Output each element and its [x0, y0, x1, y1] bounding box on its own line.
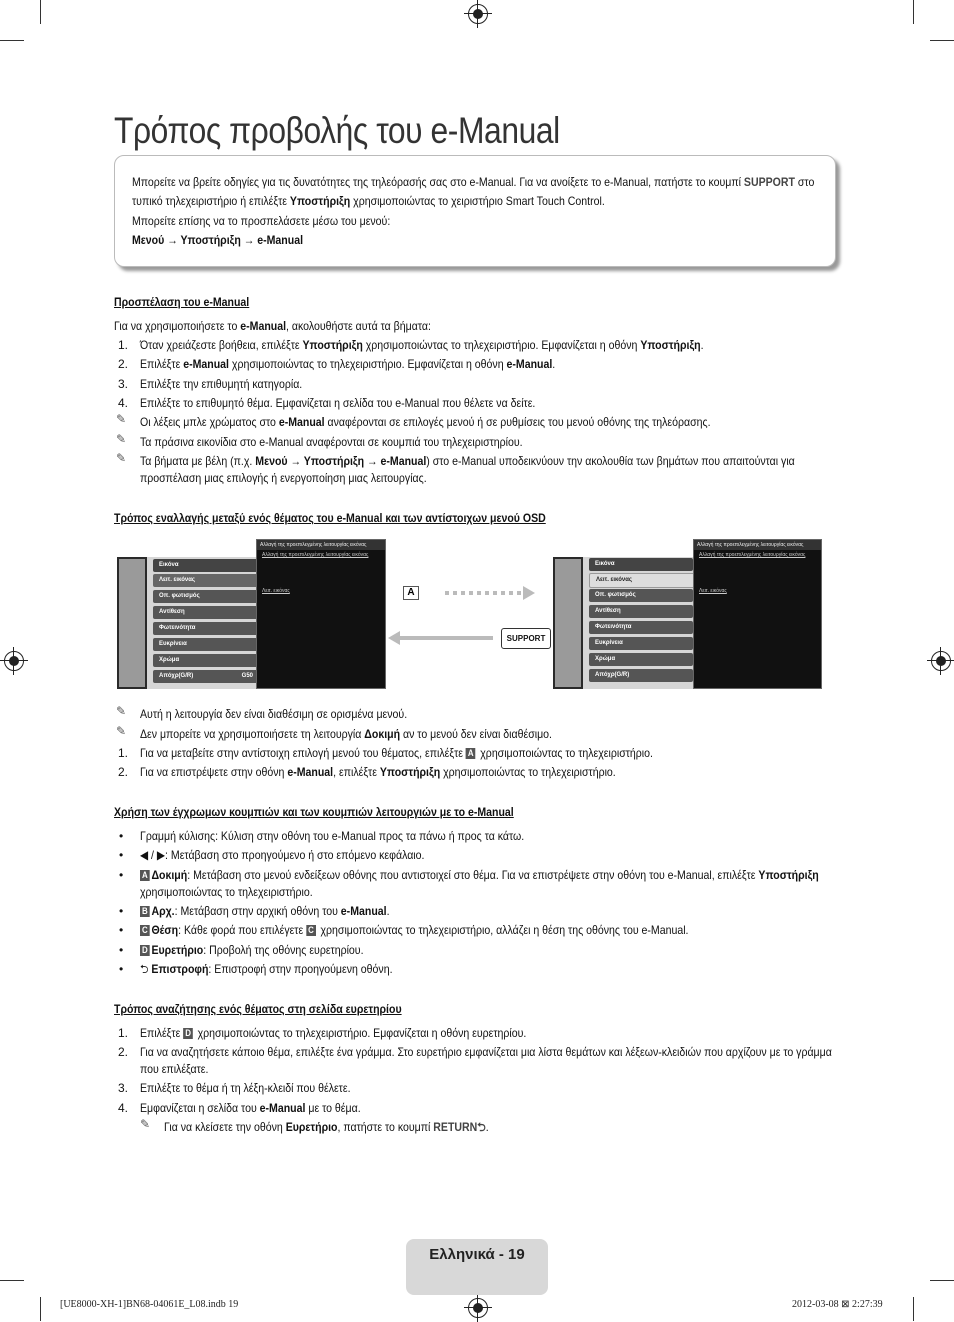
step-text-continued: που επιλέξατε. — [140, 1062, 209, 1076]
key-c-icon: C — [308, 925, 314, 936]
crop-mark — [930, 40, 954, 41]
intro-menu-path: Μενού → Υποστήριξη → e-Manual — [132, 233, 304, 247]
menu-item[interactable]: Χρώμα — [153, 654, 259, 667]
crop-mark — [913, 1297, 914, 1321]
step-text: Επιλέξτε D χρησιμοποιώντας το τηλεχειριστήριο. Εμφανίζεται η οθόνη ευρετηρίου. — [140, 1026, 527, 1040]
step-text: Για να μεταβείτε στην αντίστοιχη επιλογή μενού του θέματος, επιλέξτε A χρησιμοποιώντας το τηλεχειριστήριο. — [140, 746, 653, 760]
note-text: Τα βήματα με βέλη (π.χ. Μενού → Υποστήριξη → e-Manual) στο e-Manual υποδεικνύουν την ακολουθία των βημάτων που απαιτούνται για — [140, 454, 795, 468]
print-file-info: [UE8000-XH-1]BN68-04061E_L08.indb 19 — [60, 1299, 239, 1310]
intro-line-2: τυπικό τηλεχειριστήριο ή επιλέξτε Υποστήριξη χρησιμοποιώντας το χειριστήριο Smart Touch Control. — [132, 194, 605, 208]
intro-line-3: Μπορείτε επίσης να το προσπελάσετε μέσω του μενού: — [132, 214, 391, 228]
step-text: Όταν χρειάζεστε βοήθεια, επιλέξτε Υποστήριξη χρησιμοποιώντας το τηλεχειριστήριο. Εμφανίζεται η οθόνη Υποστήριξη. — [140, 338, 704, 352]
menu-item[interactable]: Οπ. φωτισμός — [589, 589, 693, 602]
menu-item[interactable]: Λειτ. εικόνας — [153, 574, 259, 587]
bullet-text: A Δοκιμή: Μετάβαση στο μενού ενδείξεων οθόνης που αντιστοιχεί στο θέμα. Για να επιστρέψετε στην οθόνη του e-Manual, επιλέξτε Υποστήριξη — [141, 868, 819, 882]
bullet: • — [119, 943, 124, 957]
bullet: • — [119, 868, 124, 882]
emanual-osd-panel — [256, 539, 386, 689]
arrow-right-icon — [445, 586, 535, 600]
note-pencil-icon: ✎ — [116, 432, 127, 446]
step-number: 2. — [118, 1045, 129, 1059]
menu-icon-column — [119, 559, 145, 687]
crop-mark — [0, 40, 24, 41]
key-b-icon: B — [141, 906, 148, 917]
support-button[interactable]: SUPPORT — [501, 628, 551, 649]
crop-mark — [930, 1280, 954, 1281]
print-date-info: 2012-03-08 ⊠ 2:27:39 — [792, 1299, 883, 1310]
key-c-icon: C — [141, 925, 148, 936]
section-heading: Τρόπος εναλλαγής μεταξύ ενός θέματος του e-Manual και των αντίστοιχων μενού OSD — [114, 511, 546, 525]
key-d-icon: D — [185, 1028, 191, 1039]
tv-screenshot-menu — [553, 557, 698, 689]
menu-icon-column — [555, 559, 581, 687]
picture-menu — [583, 557, 698, 689]
bullet: • — [119, 962, 124, 976]
bullet: • — [119, 923, 124, 937]
bullet-text: C Θέση: Κάθε φορά που επιλέγετε C χρησιμοποιώντας το τηλεχειριστήριο, αλλάζει η θέση της οθόνης του e-Manual. — [141, 923, 689, 937]
picture-menu — [147, 557, 265, 689]
bullet-text: ⮌ Επιστροφή: Επιστροφή στην προηγούμενη οθόνη. — [140, 962, 393, 976]
step-number: 1. — [118, 338, 129, 352]
note-text: Τα πράσινα εικονίδια στο e-Manual αναφέρονται σε κουμπιά του τηλεχειριστηρίου. — [140, 435, 523, 449]
menu-item[interactable]: Απόχρ(G/R) G50 — [153, 670, 259, 683]
note-pencil-icon: ✎ — [116, 724, 127, 738]
key-a-icon: A — [141, 870, 148, 881]
step-number: 3. — [118, 1081, 129, 1095]
bullet: • — [119, 829, 124, 843]
page-title: Τρόπος προβολής του e-Manual — [114, 110, 560, 151]
menu-item[interactable]: Εικόνα — [589, 558, 693, 571]
return-icon: ⮌ — [140, 962, 149, 976]
menu-item[interactable]: Οπ. φωτισμός — [153, 590, 259, 603]
section-heading: Προσπέλαση του e-Manual — [114, 295, 250, 309]
note-text-continued: προσπέλαση μιας επιλογής ή ενεργοποίηση μιας λειτουργίας. — [140, 471, 427, 485]
osd-title: Αλλαγή της προεπιλεγμένης λειτουργίας εικόνας — [694, 540, 821, 550]
step-text: Επιλέξτε την επιθυμητή κατηγορία. — [140, 377, 303, 391]
menu-item[interactable]: Φωτεινότητα — [589, 621, 693, 634]
note-pencil-icon: ✎ — [116, 451, 127, 465]
step-number: 1. — [118, 746, 129, 760]
section-heading: Τρόπος αναζήτησης ενός θέματος στη σελίδα ευρετηρίου — [114, 1002, 402, 1016]
section-lead: Για να χρησιμοποιήσετε το e-Manual, ακολουθήστε αυτά τα βήματα: — [114, 319, 431, 333]
note-text: Οι λέξεις μπλε χρώματος στο e-Manual αναφέρονται σε επιλογές μενού ή σε ρυθμίσεις του μενού οθόνης της τηλεόρασης. — [140, 415, 711, 429]
note-pencil-icon: ✎ — [140, 1117, 151, 1131]
crop-mark — [913, 0, 914, 24]
note-text: Δεν μπορείτε να χρησιμοποιήσετε τη λειτουργία Δοκιμή αν το μενού δεν είναι διαθέσιμο. — [140, 727, 552, 741]
registration-mark-icon — [468, 4, 488, 24]
bullet-text: D Ευρετήριο: Προβολή της οθόνης ευρετηρίου. — [141, 943, 364, 957]
menu-item[interactable]: Χρώμα — [589, 653, 693, 666]
bullet-text: B Αρχ.: Μετάβαση στην αρχική οθόνη του e-Manual. — [141, 904, 390, 918]
key-d-icon: D — [141, 945, 148, 956]
menu-item[interactable]: Απόχρ(G/R) — [589, 669, 693, 682]
bullet: • — [119, 904, 124, 918]
step-text: Εμφανίζεται η σελίδα του e-Manual με το θέμα. — [140, 1101, 361, 1115]
bullet-text-continued: χρησιμοποιώντας το τηλεχειριστήριο. — [140, 885, 313, 899]
tv-screenshot-menu — [117, 557, 265, 689]
osd-subtitle: Λειτ. εικόνας — [699, 588, 727, 594]
crop-mark — [0, 1280, 24, 1281]
step-number: 4. — [118, 1101, 129, 1115]
step-number: 1. — [118, 1026, 129, 1040]
step-number: 3. — [118, 377, 129, 391]
bullet-text: Γραμμή κύλισης: Κύλιση στην οθόνη του e-Manual προς τα πάνω ή προς τα κάτω. — [140, 829, 525, 843]
step-number: 2. — [118, 765, 129, 779]
crop-mark — [40, 1297, 41, 1321]
menu-item[interactable]: Ευκρίνεια — [589, 637, 693, 650]
emanual-osd-panel — [693, 539, 822, 689]
note-text: Αυτή η λειτουργία δεν είναι διαθέσιμη σε ορισμένα μενού. — [140, 707, 408, 721]
intro-box — [114, 155, 836, 267]
osd-link[interactable]: Αλλαγή της προεπιλεγμένης λειτουργίας εικόνας — [262, 552, 369, 558]
intro-line-1: Μπορείτε να βρείτε οδηγίες για τις δυνατότητες της τηλεόρασής σας στο e-Manual. Για να ανοίξετε το e-Manual, πατήστε το κουμπί SUPPORT στο — [132, 175, 815, 189]
step-number: 4. — [118, 396, 129, 410]
key-a-icon: A — [403, 586, 419, 600]
menu-value: G50 — [241, 673, 253, 679]
section-heading: Χρήση των έγχρωμων κουμπιών και των κουμπιών λειτουργιών με το e-Manual — [114, 805, 514, 819]
key-a-icon: A — [467, 748, 474, 759]
page-number-tab — [406, 1239, 548, 1295]
menu-item[interactable]: Εικόνα — [153, 559, 259, 572]
registration-mark-icon — [4, 651, 24, 671]
step-text: Για να επιστρέψετε στην οθόνη e-Manual, επιλέξτε Υποστήριξη χρησιμοποιώντας το τηλεχειριστήριο. — [140, 765, 616, 779]
step-text: Επιλέξτε e-Manual χρησιμοποιώντας το τηλεχειριστήριο. Εμφανίζεται η οθόνη e-Manual. — [140, 357, 556, 371]
note-pencil-icon: ✎ — [116, 412, 127, 426]
page-number: Ελληνικά - 19 — [429, 1246, 525, 1263]
osd-title: Αλλαγή της προεπιλεγμένης λειτουργίας εικόνας — [257, 540, 385, 550]
menu-item[interactable]: Αντίθεση — [153, 606, 259, 619]
registration-mark-icon — [931, 651, 951, 671]
step-text: Για να αναζητήσετε κάποιο θέμα, επιλέξτε ένα γράμμα. Στο ευρετήριο εμφανίζεται μια λίστα θεμάτων και λέξεων-κλειδιών που αρχίζουν με το γράμμα — [140, 1045, 832, 1059]
menu-item[interactable]: Αντίθεση — [589, 605, 693, 618]
menu-item-selected[interactable]: Λειτ. εικόνας — [589, 573, 695, 588]
note-text: Για να κλείσετε την οθόνη Ευρετήριο, πατήστε το κουμπί RETURN⮌. — [164, 1120, 489, 1134]
registration-mark-icon — [468, 1298, 488, 1318]
left-right-arrows-icon: ◀ / ▶ — [140, 848, 166, 862]
osd-link[interactable]: Αλλαγή της προεπιλεγμένης λειτουργίας εικόνας — [699, 552, 806, 558]
osd-subtitle: Λειτ. εικόνας — [262, 588, 290, 594]
crop-mark — [40, 0, 41, 24]
arrow-left-icon — [388, 631, 493, 645]
note-pencil-icon: ✎ — [116, 704, 127, 718]
bullet-text: ◀ / ▶: Μετάβαση στο προηγούμενο ή στο επόμενο κεφάλαιο. — [140, 848, 425, 862]
menu-item[interactable]: Φωτεινότητα — [153, 622, 259, 635]
menu-item[interactable]: Ευκρίνεια — [153, 638, 259, 651]
step-text: Επιλέξτε το θέμα ή τη λέξη-κλειδί που θέλετε. — [140, 1081, 351, 1095]
bullet: • — [119, 848, 124, 862]
step-number: 2. — [118, 357, 129, 371]
step-text: Επιλέξτε το επιθυμητό θέμα. Εμφανίζεται η σελίδα του e-Manual που θέλετε να δείτε. — [140, 396, 536, 410]
